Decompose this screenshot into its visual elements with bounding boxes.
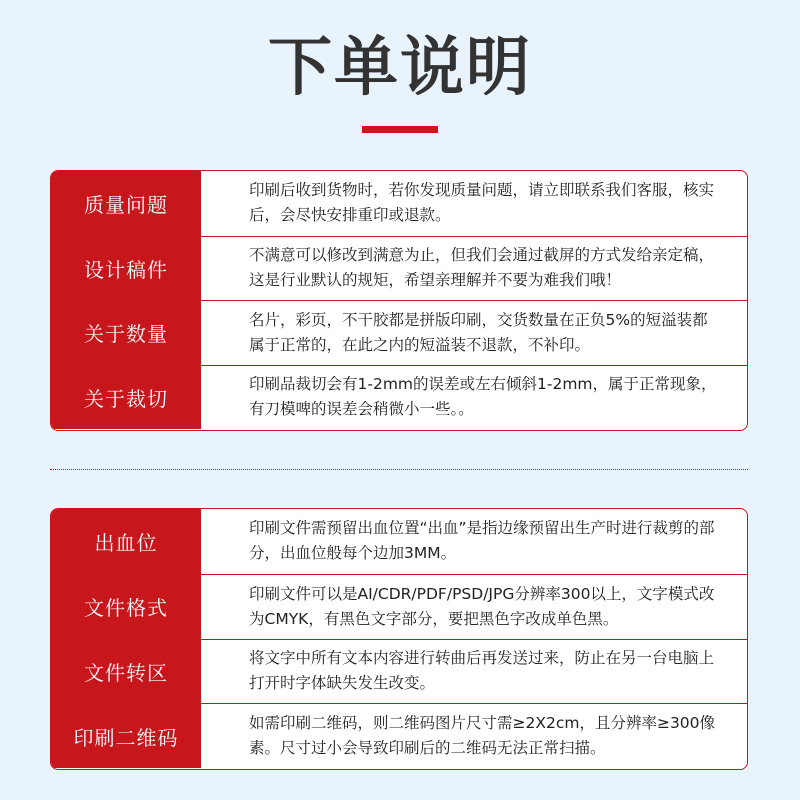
row-text: 印刷后收到货物时，若你发现质量问题，请立即联系我们客服，核实后，会尽快安排重印或退款。	[249, 181, 715, 225]
row-label: 印刷二维码	[51, 704, 201, 768]
row-label: 设计稿件	[51, 237, 201, 301]
table-row	[51, 703, 747, 768]
row-text: 印刷品裁切会有1-2mm的误差或左右倾斜1-2mm，属于正常现象，有刀模啤的误差会稍微小一些。。	[249, 375, 717, 419]
table-row	[51, 171, 747, 236]
row-text: 名片，彩页，不干胶都是拼版印刷，交货数量在正负5%的短溢装都属于正常的，在此之内的短溢装不退款，不补印。	[249, 310, 708, 354]
row-label: 文件转区	[51, 640, 201, 704]
table-row	[51, 300, 747, 365]
row-text: 印刷文件可以是AI/CDR/PDF/PSD/JPG分辨率300以上，文字模式改为CMYK，有黑色文字部分，要把黑色字改成单色黑。	[249, 584, 715, 628]
row-label: 出血位	[51, 509, 201, 574]
table-row	[51, 365, 747, 430]
page-title: 下单说明	[268, 31, 532, 105]
table-row	[51, 574, 747, 639]
row-text: 印刷文件需预留出血位置“出血”是指边缘预留出生产时进行裁剪的部分，出血位般每个边加3MM。	[249, 519, 715, 563]
row-label: 文件格式	[51, 575, 201, 639]
order-notes-table-2	[50, 508, 748, 770]
table-row	[51, 509, 747, 574]
row-label: 关于数量	[51, 301, 201, 365]
section-divider	[50, 469, 748, 470]
order-notes-table-1	[50, 170, 748, 431]
table-row	[51, 236, 747, 301]
title-underline	[362, 126, 438, 133]
row-label: 质量问题	[51, 171, 201, 236]
row-text: 如需印刷二维码，则二维码图片尺寸需≥2X2cm，且分辨率≥300像素。尺寸过小会导致印刷后的二维码无法正常扫描。	[249, 714, 716, 758]
row-text: 不满意可以修改到满意为止，但我们会通过截屏的方式发给亲定稿，这是行业默认的规矩，希望亲理解并不要为难我们哦！	[249, 246, 715, 290]
row-text: 将文字中所有文本内容进行转曲后再发送过来，防止在另一台电脑上打开时字体缺失发生改变。	[249, 649, 715, 693]
table-row	[51, 639, 747, 704]
row-label: 关于裁切	[51, 366, 201, 430]
